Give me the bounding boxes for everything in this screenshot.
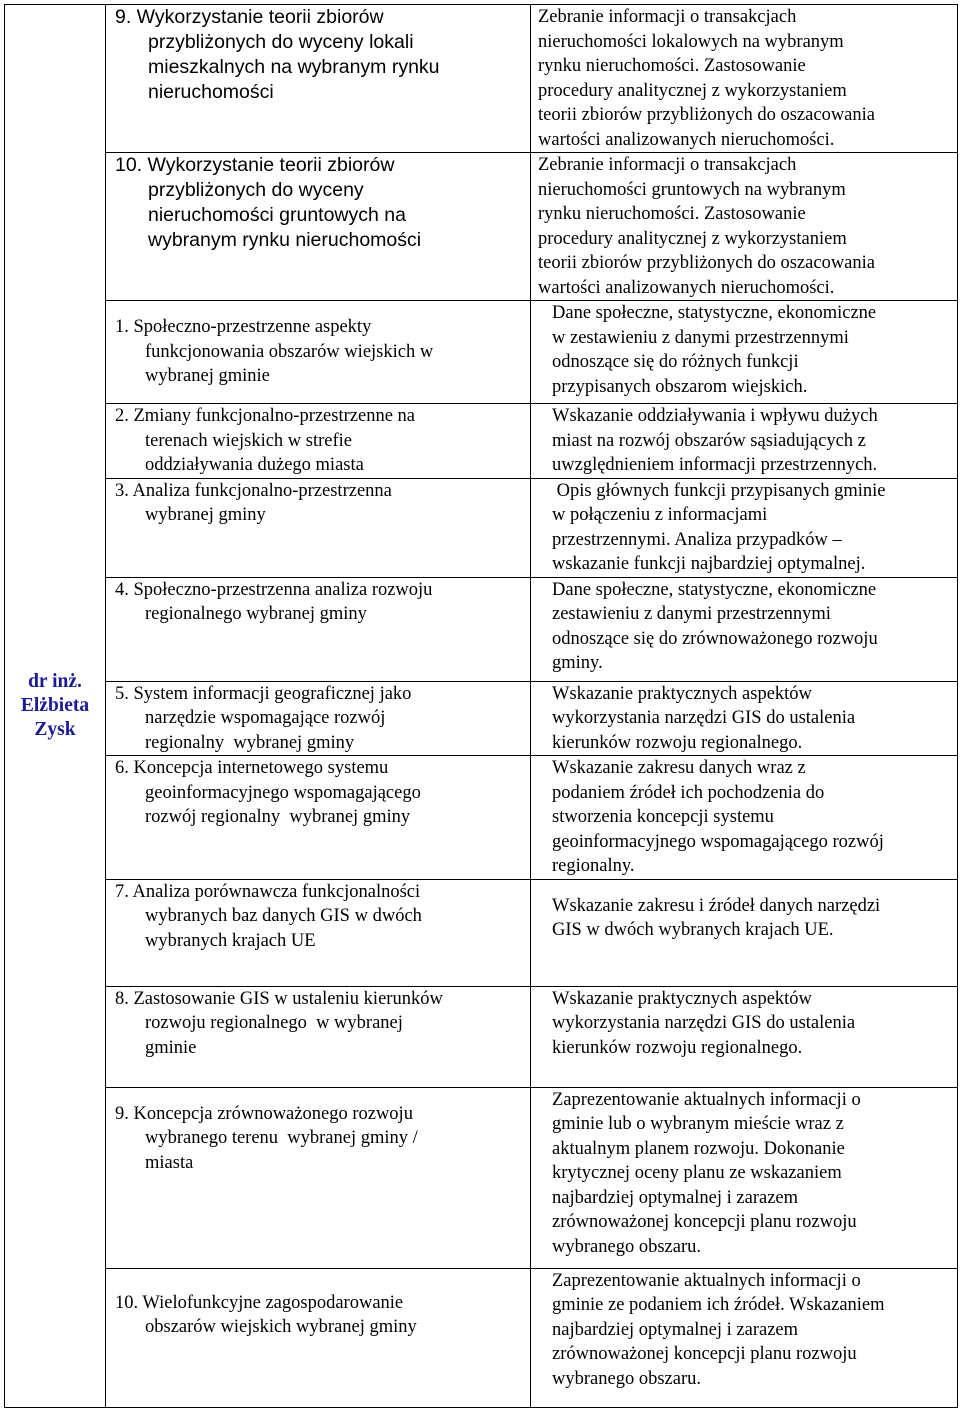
description-line: teorii zbiorów przybliżonych do oszacowania <box>538 105 875 125</box>
topic-cell <box>106 577 531 681</box>
description-line: nieruchomości gruntowych na wybranym <box>538 179 846 200</box>
table-row <box>5 1087 958 1268</box>
topic-line: wybranych krajach UE <box>145 930 316 951</box>
topic-line: oddziaływania dużego miasta <box>145 455 364 475</box>
description-line: Wskazanie oddziaływania i wpływu dużych <box>552 406 878 426</box>
topic-line: 3. Analiza funkcjonalno-przestrzenna <box>115 480 392 501</box>
topic-line: funkcjonowania obszarów wiejskich w <box>145 341 434 362</box>
description-line: nieruchomości lokalowych na wybranym <box>538 31 844 52</box>
description-cell <box>531 478 958 577</box>
description-line: zestawieniu z danymi przestrzennymi <box>552 604 831 624</box>
description-line: Wskazanie zakresu i źródeł danych narzędzi <box>552 895 881 916</box>
description-line: przestrzennymi. Analiza przypadków – <box>552 529 842 550</box>
topic-line: regionalny wybranej gminy <box>145 732 355 753</box>
topic-line: wybranej gminie <box>145 366 270 386</box>
table-row <box>5 153 958 301</box>
topic-line: 1. Społeczno-przestrzenne aspekty <box>115 317 372 337</box>
description-line: Wskazanie zakresu danych wraz z <box>552 758 806 778</box>
topic-line: 9. Wykorzystanie teorii zbiorów <box>115 6 384 28</box>
topic-line: 10. Wykorzystanie teorii zbiorów <box>115 154 395 176</box>
description-line: w połączeniu z informacjami <box>552 505 768 525</box>
description-line: Dane społeczne, statystyczne, ekonomiczne <box>552 303 877 323</box>
topic-cell <box>106 879 531 986</box>
description-line: rynku nieruchomości. Zastosowanie <box>538 204 806 224</box>
topic-cell <box>106 478 531 577</box>
description-line: Opis głównych funkcji przypisanych gminie <box>552 480 886 501</box>
description-line: odnoszące się do różnych funkcji <box>552 352 799 372</box>
topic-line: narzędzie wspomagające rozwój <box>145 708 386 728</box>
topic-line: miasta <box>145 1152 194 1173</box>
description-line: zrównoważonej koncepcji planu rozwoju <box>552 1344 857 1364</box>
topics-table <box>4 4 958 1408</box>
description-cell <box>531 577 958 681</box>
description-cell <box>531 404 958 479</box>
topic-line: obszarów wiejskich wybranej gminy <box>145 1317 417 1337</box>
topic-cell <box>106 153 531 301</box>
table-row <box>5 478 958 577</box>
description-line: Zebranie informacji o transakcjach <box>538 155 797 175</box>
description-line: podaniem źródeł ich pochodzenia do <box>552 782 825 803</box>
description-cell <box>531 153 958 301</box>
topic-line: geoinformacyjnego wspomagającego <box>145 782 421 803</box>
topic-line: terenach wiejskich w strefie <box>145 430 353 451</box>
topic-cell <box>106 1268 531 1407</box>
description-line: procedury analitycznej z wykorzystaniem <box>538 228 847 249</box>
description-line: rynku nieruchomości. Zastosowanie <box>538 56 806 76</box>
topic-cell <box>106 1087 531 1268</box>
topic-line: nieruchomości gruntowych na <box>148 204 406 226</box>
table-row <box>5 5 958 153</box>
description-line: gminy. <box>552 653 603 673</box>
topic-line: wybranych baz danych GIS w dwóch <box>145 906 422 926</box>
description-line: miast na rozwój obszarów sąsiadujących z <box>552 430 866 451</box>
table-row <box>5 1268 958 1407</box>
topic-line: rozwoju regionalnego w wybranej <box>145 1013 403 1033</box>
author-first-name: Elżbieta <box>20 694 90 716</box>
description-line: regionalny. <box>552 856 635 876</box>
topic-line: wybranym rynku nieruchomości <box>148 229 422 251</box>
topic-line: 7. Analiza porównawcza funkcjonalności <box>115 881 421 902</box>
description-line: najbardziej optymalnej i zarazem <box>552 1187 799 1208</box>
table-row <box>5 986 958 1087</box>
table-row <box>5 577 958 681</box>
description-line: teorii zbiorów przybliżonych do oszacowania <box>538 253 875 273</box>
author-cell <box>5 5 106 1408</box>
description-line: wartości analizowanych nieruchomości. <box>538 277 835 298</box>
topic-cell <box>106 756 531 880</box>
description-line: Zebranie informacji o transakcjach <box>538 7 797 27</box>
description-line: w zestawieniu z danymi przestrzennymi <box>552 327 849 348</box>
description-cell <box>531 1268 958 1407</box>
description-line: Wskazanie praktycznych aspektów <box>552 683 812 704</box>
topic-line: wybranej gminy <box>145 505 266 525</box>
description-line: kierunków rozwoju regionalnego. <box>552 1037 803 1058</box>
description-line: wykorzystania narzędzi GIS do ustalenia <box>552 1013 856 1033</box>
description-line: GIS w dwóch wybranych krajach UE. <box>552 920 834 940</box>
description-line: przypisanych obszarom wiejskich. <box>552 376 808 397</box>
description-line: odnoszące się do zrównoważonego rozwoju <box>552 628 878 649</box>
topic-line: gminie <box>145 1037 197 1058</box>
description-line: aktualnym planem rozwoju. Dokonanie <box>552 1138 845 1159</box>
description-cell <box>531 756 958 880</box>
topic-line: mieszkalnych na wybranym rynku <box>148 56 440 78</box>
topic-line: przybliżonych do wyceny lokali <box>148 31 414 53</box>
topic-line: nieruchomości <box>148 81 274 103</box>
description-cell <box>531 301 958 404</box>
topic-cell <box>106 404 531 479</box>
topic-cell <box>106 301 531 404</box>
author-title: dr inż. <box>28 670 82 692</box>
topic-cell <box>106 986 531 1087</box>
description-line: zrównoważonej koncepcji planu rozwoju <box>552 1212 857 1232</box>
description-cell <box>531 986 958 1087</box>
description-line: wskazanie funkcji najbardziej optymalnej. <box>552 554 866 574</box>
description-line: uwzględnieniem informacji przestrzennych. <box>552 455 878 475</box>
topic-line: 9. Koncepcja zrównoważonego rozwoju <box>115 1103 413 1124</box>
topic-line: 2. Zmiany funkcjonalno-przestrzenne na <box>115 406 415 426</box>
description-cell <box>531 879 958 986</box>
description-line: gminie ze podaniem ich źródeł. Wskazaniem <box>552 1295 885 1315</box>
table-row <box>5 681 958 756</box>
topic-line: 5. System informacji geograficznej jako <box>115 683 412 704</box>
description-line: Zaprezentowanie aktualnych informacji o <box>552 1270 861 1291</box>
table-row <box>5 756 958 880</box>
topic-cell <box>106 681 531 756</box>
description-line: wybranego obszaru. <box>552 1368 701 1389</box>
topic-line: 10. Wielofunkcyjne zagospodarowanie <box>115 1292 404 1313</box>
description-line: gminie lub o wybranym mieście wraz z <box>552 1114 844 1134</box>
description-line: procedury analitycznej z wykorzystaniem <box>538 80 847 101</box>
description-cell <box>531 1087 958 1268</box>
description-cell <box>531 681 958 756</box>
topic-line: 6. Koncepcja internetowego systemu <box>115 758 389 778</box>
description-line: najbardziej optymalnej i zarazem <box>552 1319 799 1340</box>
description-line: stworzenia koncepcji systemu <box>552 807 774 827</box>
description-cell <box>531 5 958 153</box>
description-line: Wskazanie praktycznych aspektów <box>552 988 812 1009</box>
description-line: kierunków rozwoju regionalnego. <box>552 732 803 753</box>
description-line: krytycznej oceny planu ze wskazaniem <box>552 1163 842 1183</box>
topic-line: rozwój regionalny wybranej gminy <box>145 807 411 827</box>
topic-cell <box>106 5 531 153</box>
description-line: wykorzystania narzędzi GIS do ustalenia <box>552 708 856 728</box>
table-row <box>5 404 958 479</box>
table-row <box>5 301 958 404</box>
description-line: wybranego obszaru. <box>552 1236 701 1257</box>
topic-line: wybranego terenu wybranej gminy / <box>145 1128 418 1148</box>
topic-line: regionalnego wybranej gminy <box>145 604 367 624</box>
author-last-name: Zysk <box>34 718 76 740</box>
description-line: geoinformacyjnego wspomagającego rozwój <box>552 831 884 852</box>
table-row <box>5 879 958 986</box>
topic-line: 8. Zastosowanie GIS w ustaleniu kierunków <box>115 988 443 1009</box>
topic-line: przybliżonych do wyceny <box>148 179 364 201</box>
topic-line: 4. Społeczno-przestrzenna analiza rozwoju <box>115 579 433 600</box>
description-line: Zaprezentowanie aktualnych informacji o <box>552 1089 861 1110</box>
description-line: Dane społeczne, statystyczne, ekonomiczne <box>552 579 877 600</box>
description-line: wartości analizowanych nieruchomości. <box>538 129 835 150</box>
